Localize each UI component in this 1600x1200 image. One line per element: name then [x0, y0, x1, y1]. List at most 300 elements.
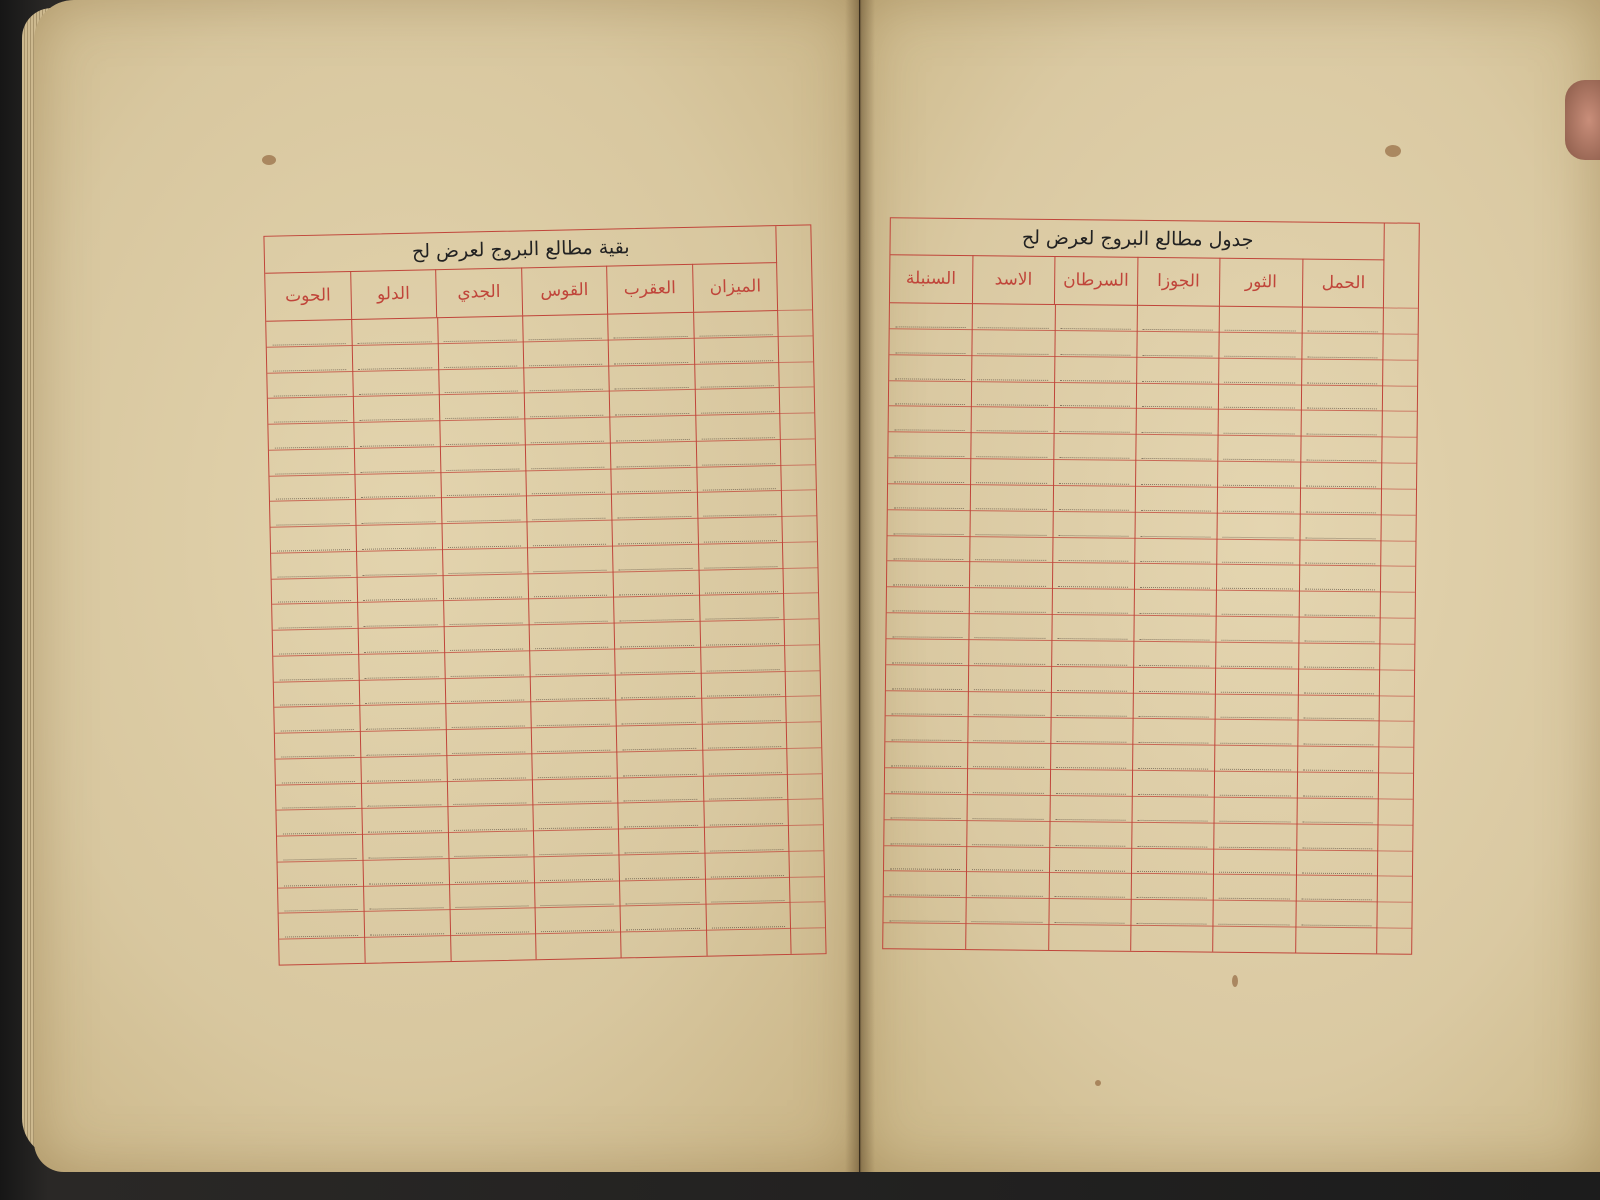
handwritten-ink [711, 907, 785, 929]
handwritten-ink [539, 833, 613, 855]
handwritten-ink [1136, 903, 1207, 925]
handwritten-ink [616, 419, 690, 441]
handwritten-ink [977, 385, 1048, 407]
degree-index-mark [1380, 643, 1414, 670]
handwritten-ink [619, 574, 693, 596]
handwritten-ink [280, 684, 354, 706]
handwritten-ink [529, 369, 603, 391]
handwritten-ink [538, 807, 612, 829]
degree-index-mark [779, 335, 814, 362]
handwritten-ink [1058, 515, 1129, 537]
handwritten-ink [362, 527, 436, 549]
handwritten-ink [1143, 309, 1214, 331]
handwritten-ink [891, 797, 962, 819]
handwritten-ink [445, 423, 519, 445]
handwritten-ink [706, 649, 780, 671]
handwritten-ink [1221, 723, 1292, 745]
handwritten-ink [367, 785, 441, 807]
handwritten-ink [707, 726, 781, 748]
handwritten-ink [894, 435, 965, 457]
handwritten-ink [978, 333, 1049, 355]
handwritten-ink [699, 340, 773, 362]
handwritten-ink [614, 316, 688, 338]
handwritten-ink [531, 472, 605, 494]
handwritten-ink [446, 448, 520, 470]
handwritten-ink [284, 864, 358, 886]
handwritten-ink [709, 778, 783, 800]
handwritten-ink [538, 781, 612, 803]
degree-index-mark [789, 824, 824, 851]
handwritten-ink [274, 400, 348, 422]
handwritten-ink [615, 367, 689, 389]
handwritten-ink [1301, 879, 1372, 901]
column-header: العقرب [606, 264, 692, 314]
handwritten-ink [273, 375, 347, 397]
handwritten-ink [451, 706, 525, 728]
degree-index-mark [1383, 333, 1417, 360]
handwritten-ink [359, 399, 433, 421]
handwritten-ink [452, 732, 526, 754]
handwritten-ink [449, 629, 523, 651]
column-header: الميزان [692, 262, 778, 312]
handwritten-ink [366, 733, 440, 755]
handwritten-ink [536, 678, 610, 700]
handwritten-ink [976, 514, 1047, 536]
handwritten-ink [1220, 801, 1291, 823]
handwritten-ink [1060, 386, 1131, 408]
handwritten-ink [1221, 646, 1292, 668]
handwritten-ink [972, 850, 1043, 872]
handwritten-ink [1055, 825, 1126, 847]
handwritten-ink [1306, 466, 1377, 488]
handwritten-ink [709, 804, 783, 826]
column-header: الحمل [1301, 259, 1384, 308]
degree-index-mark [1378, 824, 1412, 851]
handwritten-ink [368, 836, 442, 858]
handwritten-ink [892, 668, 963, 690]
thumb [1565, 80, 1600, 160]
handwritten-ink [1222, 568, 1293, 590]
handwritten-ink [537, 756, 611, 778]
degree-index-mark [1377, 902, 1411, 929]
handwritten-ink [1302, 776, 1373, 798]
handwritten-ink [1302, 827, 1373, 849]
handwritten-ink [1055, 773, 1126, 795]
handwritten-ink [443, 345, 517, 367]
handwritten-ink [708, 752, 782, 774]
handwritten-ink [360, 424, 434, 446]
handwritten-ink [1060, 334, 1131, 356]
degree-index-mark [786, 696, 821, 723]
handwritten-ink [273, 349, 347, 371]
handwritten-ink [1221, 697, 1292, 719]
book-gutter [845, 0, 875, 1172]
handwritten-ink [370, 914, 444, 936]
degree-index-mark [779, 361, 814, 388]
handwritten-ink [1137, 851, 1208, 873]
handwritten-ink [623, 780, 697, 802]
left-table-body [266, 310, 791, 965]
handwritten-ink [704, 546, 778, 568]
handwritten-ink [448, 551, 522, 573]
handwritten-ink [364, 630, 438, 652]
handwritten-ink [454, 835, 528, 857]
column-header: الاسد [971, 255, 1054, 304]
handwritten-ink [453, 783, 527, 805]
handwritten-ink [978, 307, 1049, 329]
degree-index-mark [787, 747, 822, 774]
handwritten-ink [275, 452, 349, 474]
handwritten-ink [892, 616, 963, 638]
handwritten-ink [895, 384, 966, 406]
handwritten-ink [277, 555, 351, 577]
handwritten-ink [1220, 827, 1291, 849]
handwritten-ink [276, 478, 350, 500]
handwritten-ink [272, 323, 346, 345]
handwritten-ink [895, 358, 966, 380]
degree-index-mark [1379, 798, 1413, 825]
handwritten-ink [365, 656, 439, 678]
handwritten-ink [1137, 877, 1208, 899]
handwritten-ink [360, 450, 434, 472]
handwritten-ink [1138, 722, 1209, 744]
handwritten-ink [1224, 439, 1295, 461]
handwritten-ink [975, 566, 1046, 588]
handwritten-ink [280, 709, 354, 731]
handwritten-ink [1060, 360, 1131, 382]
handwritten-ink [540, 859, 614, 881]
handwritten-ink [1304, 672, 1375, 694]
degree-index-mark [1380, 695, 1414, 722]
handwritten-ink [529, 343, 603, 365]
handwritten-ink [1138, 774, 1209, 796]
handwritten-ink [279, 632, 353, 654]
degree-index-mark [1382, 437, 1416, 464]
handwritten-ink [616, 445, 690, 467]
degree-index-mark [783, 567, 818, 594]
degree-index-mark [1382, 462, 1416, 489]
handwritten-ink [1057, 670, 1128, 692]
handwritten-ink [896, 306, 967, 328]
handwritten-ink [278, 581, 352, 603]
degree-index-mark [1381, 566, 1415, 593]
handwritten-ink [1139, 619, 1210, 641]
degree-index-mark [781, 464, 816, 491]
handwritten-ink [1140, 567, 1211, 589]
handwritten-ink [453, 809, 527, 831]
handwritten-ink [972, 901, 1043, 923]
handwritten-ink [703, 520, 777, 542]
handwritten-ink [1305, 543, 1376, 565]
handwritten-ink [974, 721, 1045, 743]
column-header: الجدي [435, 267, 521, 317]
degree-index-mark [788, 799, 823, 826]
handwritten-ink [1303, 698, 1374, 720]
handwritten-ink [1142, 361, 1213, 383]
handwritten-ink [1140, 593, 1211, 615]
handwritten-ink [367, 759, 441, 781]
handwritten-ink [455, 886, 529, 908]
degree-index-mark [787, 721, 822, 748]
degree-index-mark [781, 438, 816, 465]
handwritten-ink [1057, 618, 1128, 640]
handwritten-ink [276, 503, 350, 525]
handwritten-ink [1054, 876, 1125, 898]
degree-index-mark [1383, 359, 1417, 386]
handwritten-ink [1141, 516, 1212, 538]
handwritten-ink [533, 550, 607, 572]
handwritten-ink [369, 862, 443, 884]
handwritten-ink [535, 627, 609, 649]
degree-index-mark [786, 670, 821, 697]
handwritten-ink [710, 855, 784, 877]
degree-index-mark [782, 490, 817, 517]
handwritten-ink [1222, 620, 1293, 642]
handwritten-ink [1139, 671, 1210, 693]
handwritten-ink [1059, 437, 1130, 459]
handwritten-ink [699, 314, 773, 336]
handwritten-ink [532, 498, 606, 520]
handwritten-ink [1141, 464, 1212, 486]
handwritten-ink [977, 411, 1048, 433]
column-header: السرطان [1054, 256, 1137, 305]
handwritten-ink [533, 524, 607, 546]
handwritten-ink [358, 347, 432, 369]
degree-index-mark [1379, 721, 1413, 748]
stain-spot [1232, 975, 1238, 987]
handwritten-ink [274, 426, 348, 448]
handwritten-ink [449, 603, 523, 625]
handwritten-ink [1305, 491, 1376, 513]
handwritten-ink [1059, 463, 1130, 485]
handwritten-ink [1223, 542, 1294, 564]
handwritten-ink [1060, 308, 1131, 330]
handwritten-ink [1304, 595, 1375, 617]
handwritten-ink [704, 572, 778, 594]
handwritten-ink [1224, 413, 1295, 435]
handwritten-ink [618, 548, 692, 570]
handwritten-ink [364, 605, 438, 627]
right-ascension-table [882, 217, 1420, 955]
handwritten-ink [1140, 541, 1211, 563]
handwritten-ink [973, 772, 1044, 794]
handwritten-ink [1056, 747, 1127, 769]
handwritten-ink [617, 496, 691, 518]
handwritten-ink [615, 393, 689, 415]
handwritten-ink [284, 890, 358, 912]
handwritten-ink [536, 704, 610, 726]
degree-index-mark [1379, 773, 1413, 800]
handwritten-ink [454, 860, 528, 882]
handwritten-ink [450, 654, 524, 676]
right-table-header [890, 254, 1384, 308]
handwritten-ink [1305, 517, 1376, 539]
degree-index-mark [1379, 747, 1413, 774]
handwritten-ink [1222, 594, 1293, 616]
degree-index-mark [790, 902, 825, 929]
handwritten-ink [1307, 362, 1378, 384]
left-ascension-table [263, 224, 826, 965]
handwritten-ink [362, 553, 436, 575]
degree-index-mark [1381, 514, 1415, 541]
handwritten-ink [894, 513, 965, 535]
handwritten-ink [450, 680, 524, 702]
handwritten-ink [1056, 721, 1127, 743]
handwritten-ink [534, 601, 608, 623]
degree-index-mark [1380, 617, 1414, 644]
handwritten-ink [973, 746, 1044, 768]
handwritten-ink [531, 447, 605, 469]
handwritten-ink [976, 540, 1047, 562]
handwritten-ink [1219, 878, 1290, 900]
degree-index-mark [1383, 411, 1417, 438]
column-header: الجوزا [1136, 257, 1219, 306]
handwritten-ink [1307, 336, 1378, 358]
handwritten-ink [1142, 335, 1213, 357]
degree-index-mark [1380, 669, 1414, 696]
column-header: القوس [521, 266, 607, 316]
handwritten-ink [1141, 438, 1212, 460]
handwritten-ink [452, 757, 526, 779]
handwritten-ink [622, 728, 696, 750]
degree-index-mark [778, 309, 813, 336]
right-table-body [883, 302, 1384, 953]
degree-index-mark [1378, 876, 1412, 903]
handwritten-ink [1142, 386, 1213, 408]
stain-spot [262, 155, 276, 165]
handwritten-ink [894, 461, 965, 483]
handwritten-ink [972, 876, 1043, 898]
handwritten-ink [700, 391, 774, 413]
degree-index-mark [780, 412, 815, 439]
handwritten-ink [1056, 696, 1127, 718]
degree-index-mark [1377, 928, 1411, 955]
handwritten-ink [711, 881, 785, 903]
handwritten-ink [977, 436, 1048, 458]
handwritten-ink [975, 591, 1046, 613]
handwritten-ink [368, 811, 442, 833]
handwritten-ink [359, 373, 433, 395]
handwritten-ink [707, 700, 781, 722]
handwritten-ink [623, 754, 697, 776]
handwritten-ink [1223, 516, 1294, 538]
handwritten-ink [1307, 311, 1378, 333]
handwritten-ink [1304, 647, 1375, 669]
handwritten-ink [363, 579, 437, 601]
handwritten-ink [702, 443, 776, 465]
handwritten-ink [358, 321, 432, 343]
handwritten-ink [448, 577, 522, 599]
handwritten-ink [891, 746, 962, 768]
handwritten-ink [366, 708, 440, 730]
degree-index-mark [790, 876, 825, 903]
handwritten-ink [893, 591, 964, 613]
handwritten-ink [890, 849, 961, 871]
handwritten-ink [1224, 387, 1295, 409]
degree-index-mark [1383, 385, 1417, 412]
handwritten-ink [1303, 724, 1374, 746]
handwritten-ink [540, 884, 614, 906]
handwritten-ink [621, 677, 695, 699]
handwritten-ink [975, 643, 1046, 665]
degree-index-mark [782, 515, 817, 542]
handwritten-ink [1059, 411, 1130, 433]
degree-index-mark [785, 644, 820, 671]
handwritten-ink [893, 539, 964, 561]
handwritten-ink [1225, 310, 1296, 332]
handwritten-ink [626, 908, 700, 930]
handwritten-ink [1137, 826, 1208, 848]
handwritten-ink [973, 824, 1044, 846]
handwritten-ink [1301, 905, 1372, 927]
handwritten-ink [891, 720, 962, 742]
column-header: الحوت [284, 285, 331, 307]
degree-index-mark [789, 850, 824, 877]
handwritten-ink [703, 494, 777, 516]
handwritten-ink [281, 761, 355, 783]
handwritten-ink [702, 469, 776, 491]
handwritten-ink [889, 901, 960, 923]
handwritten-ink [1058, 541, 1129, 563]
handwritten-ink [1304, 621, 1375, 643]
handwritten-ink [895, 332, 966, 354]
handwritten-ink [530, 421, 604, 443]
handwritten-ink [1138, 800, 1209, 822]
column-header: الثور [1219, 258, 1302, 307]
handwritten-ink [361, 476, 435, 498]
handwritten-ink [1307, 388, 1378, 410]
handwritten-ink [625, 883, 699, 905]
handwritten-ink [620, 625, 694, 647]
handwritten-ink [1054, 902, 1125, 924]
handwritten-ink [894, 487, 965, 509]
handwritten-ink [1055, 851, 1126, 873]
handwritten-ink [285, 915, 359, 937]
degree-index-mark [788, 773, 823, 800]
handwritten-ink [1303, 750, 1374, 772]
handwritten-ink [541, 910, 615, 932]
handwritten-ink [1139, 645, 1210, 667]
handwritten-ink [1057, 644, 1128, 666]
handwritten-ink [1302, 802, 1373, 824]
handwritten-ink [455, 912, 529, 934]
degree-index-mark [791, 927, 826, 954]
right-table-title: جدول مطالع البروج لعرض لح [890, 218, 1384, 260]
handwritten-ink [446, 474, 520, 496]
handwritten-ink [975, 617, 1046, 639]
handwritten-ink [1220, 749, 1291, 771]
handwritten-ink [277, 529, 351, 551]
handwritten-ink [447, 500, 521, 522]
handwritten-ink [283, 838, 357, 860]
degree-index-mark [785, 618, 820, 645]
handwritten-ink [617, 470, 691, 492]
handwritten-ink [445, 397, 519, 419]
handwritten-ink [530, 395, 604, 417]
degree-index-mark [783, 541, 818, 568]
handwritten-ink [1306, 414, 1377, 436]
handwritten-ink [1138, 748, 1209, 770]
handwritten-ink [537, 730, 611, 752]
handwritten-ink [890, 875, 961, 897]
degree-index-mark [1381, 540, 1415, 567]
stain-spot [1385, 145, 1401, 157]
handwritten-ink [706, 675, 780, 697]
handwritten-ink [973, 798, 1044, 820]
handwritten-ink [891, 771, 962, 793]
handwritten-ink [624, 805, 698, 827]
handwritten-ink [535, 653, 609, 675]
